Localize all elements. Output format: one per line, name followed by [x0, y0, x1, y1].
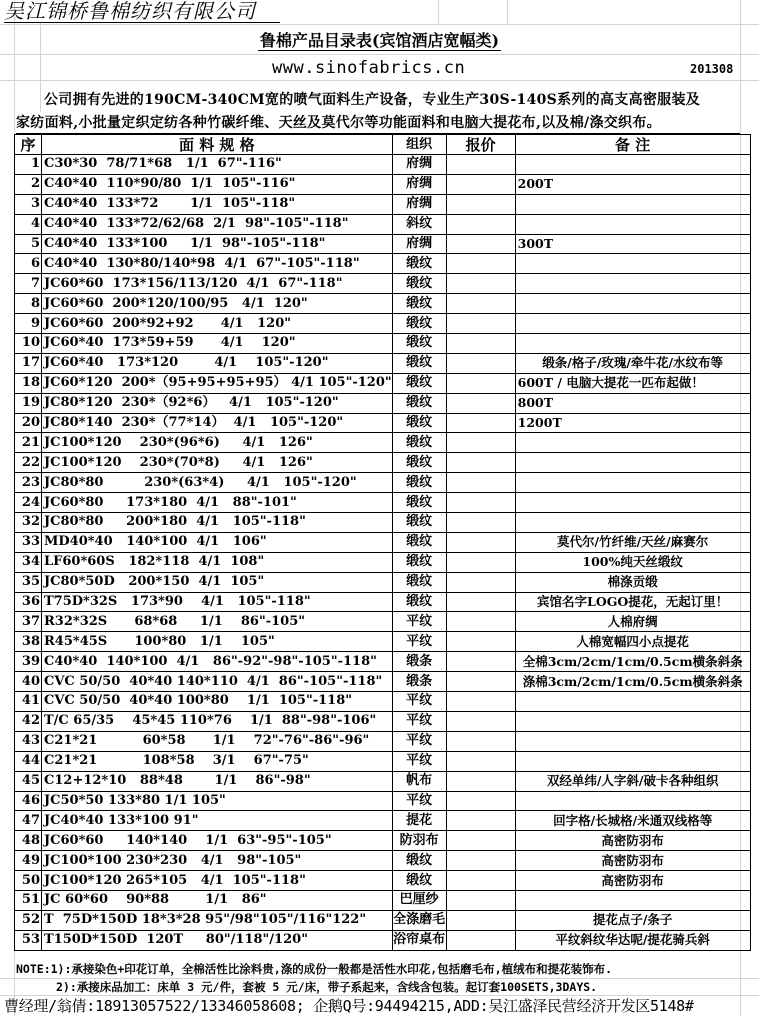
row-price[interactable] — [446, 910, 515, 930]
row-spec: C40*40 133*72/62/68 2/1 98"-105"-118" — [42, 214, 393, 234]
row-note: 双经单纬/人字斜/破卡各种组织 — [515, 771, 750, 791]
row-no: 47 — [15, 811, 42, 831]
row-spec: JC100*100 230*230 4/1 98"-105" — [42, 851, 393, 871]
row-no: 19 — [15, 393, 42, 413]
row-weave: 全涤磨毛 — [392, 910, 446, 930]
row-spec: T 75D*150D 18*3*28 95"/98"105"/116"122" — [42, 910, 393, 930]
row-no: 45 — [15, 771, 42, 791]
row-price[interactable] — [446, 174, 515, 194]
row-price[interactable] — [446, 731, 515, 751]
row-spec: C21*21 108*58 3/1 67"-75" — [42, 751, 393, 771]
row-price[interactable] — [446, 413, 515, 433]
row-weave: 缎纹 — [392, 274, 446, 294]
row-weave: 缎纹 — [392, 373, 446, 393]
row-spec: R45*45S 100*80 1/1 105" — [42, 632, 393, 652]
row-price[interactable] — [446, 751, 515, 771]
row-spec: CVC 50/50 40*40 140*110 4/1 86"-105"-118" — [42, 672, 393, 692]
row-no: 4 — [15, 214, 42, 234]
page-title — [0, 30, 759, 52]
row-weave: 缎纹 — [392, 314, 446, 334]
row-weave: 缎纹 — [392, 532, 446, 552]
row-no: 5 — [15, 234, 42, 254]
table-row — [15, 791, 751, 811]
table-row — [15, 473, 751, 493]
table-row — [15, 672, 751, 692]
row-weave: 缎纹 — [392, 513, 446, 533]
row-no: 32 — [15, 513, 42, 533]
row-weave: 平纹 — [392, 731, 446, 751]
row-price[interactable] — [446, 194, 515, 214]
table-row — [15, 174, 751, 194]
note-line-2: 2):承接床品加工：床单 3 元/件，套被 5 元/床，带子系起来，含线含包装。起订套100SETS,3DAYS. — [56, 980, 598, 994]
row-weave: 斜纹 — [392, 214, 446, 234]
row-weave: 缎纹 — [392, 353, 446, 373]
row-price[interactable] — [446, 493, 515, 513]
row-weave: 府绸 — [392, 234, 446, 254]
row-no: 35 — [15, 572, 42, 592]
row-note — [515, 294, 750, 314]
row-no: 44 — [15, 751, 42, 771]
row-spec: JC60*60 200*92+92 4/1 120" — [42, 314, 393, 334]
row-spec: JC60*80 173*180 4/1 88"-101" — [42, 493, 393, 513]
table-row — [15, 910, 751, 930]
row-spec: JC60*60 200*120/100/95 4/1 120" — [42, 294, 393, 314]
row-spec: JC100*120 265*105 4/1 105"-118" — [42, 871, 393, 891]
row-price[interactable] — [446, 672, 515, 692]
row-no: 37 — [15, 612, 42, 632]
row-price[interactable] — [446, 771, 515, 791]
row-note: 全棉3cm/2cm/1cm/0.5cm横条斜条 — [515, 652, 750, 672]
table-row — [15, 751, 751, 771]
row-weave: 巴厘纱 — [392, 890, 446, 910]
row-price[interactable] — [446, 155, 515, 175]
table-row — [15, 692, 751, 712]
table-row — [15, 771, 751, 791]
row-price[interactable] — [446, 791, 515, 811]
row-note: 人棉宽幅四小点提花 — [515, 632, 750, 652]
table-row — [15, 453, 751, 473]
row-spec: C40*40 130*80/140*98 4/1 67"-105"-118" — [42, 254, 393, 274]
row-spec: C40*40 140*100 4/1 86"-92"-98"-105"-118" — [42, 652, 393, 672]
row-price[interactable] — [446, 234, 515, 254]
row-note: 600T / 电脑大提花一匹布起做！ — [515, 373, 750, 393]
row-note — [515, 334, 750, 354]
row-weave: 缎条 — [392, 672, 446, 692]
row-note — [515, 473, 750, 493]
row-no: 51 — [15, 890, 42, 910]
row-note: 300T — [515, 234, 750, 254]
header-note: 备 注 — [515, 135, 750, 155]
row-price[interactable] — [446, 592, 515, 612]
row-weave: 缎纹 — [392, 592, 446, 612]
row-price[interactable] — [446, 433, 515, 453]
table-row — [15, 353, 751, 373]
row-spec: JC100*120 230*(70*8) 4/1 126" — [42, 453, 393, 473]
row-weave: 缎纹 — [392, 572, 446, 592]
table-row — [15, 254, 751, 274]
row-note — [515, 254, 750, 274]
row-weave: 缎纹 — [392, 473, 446, 493]
row-spec: C40*40 133*100 1/1 98"-105"-118" — [42, 234, 393, 254]
table-row — [15, 811, 751, 831]
contact-info: 曹经理/翁倩:18913057522/13346058608; 企鹅Q号:94494215,ADD:吴江盛泽民营经济开发区5148# — [4, 997, 694, 1015]
table-row — [15, 334, 751, 354]
row-no: 42 — [15, 711, 42, 731]
row-no: 3 — [15, 194, 42, 214]
row-no: 36 — [15, 592, 42, 612]
row-spec: JC80*120 230*（92*6） 4/1 105"-120" — [42, 393, 393, 413]
row-spec: C30*30 78/71*68 1/1 67"-116" — [42, 155, 393, 175]
row-note: 涤棉3cm/2cm/1cm/0.5cm横条斜条 — [515, 672, 750, 692]
row-weave: 平纹 — [392, 692, 446, 712]
row-no: 18 — [15, 373, 42, 393]
table-row — [15, 831, 751, 851]
table-row — [15, 711, 751, 731]
row-spec: T150D*150D 120T 80"/118"/120" — [42, 930, 393, 950]
row-spec: JC80*50D 200*150 4/1 105" — [42, 572, 393, 592]
row-weave: 缎纹 — [392, 413, 446, 433]
row-price[interactable] — [446, 532, 515, 552]
table-row — [15, 930, 751, 950]
row-spec: T/C 65/35 45*45 110*76 1/1 88"-98"-106" — [42, 711, 393, 731]
company-name: 吴江锦桥鲁棉纺织有限公司 — [4, 0, 280, 23]
table-row — [15, 592, 751, 612]
row-spec: JC60*40 173*59+59 4/1 120" — [42, 334, 393, 354]
row-no: 2 — [15, 174, 42, 194]
row-note: 1200T — [515, 413, 750, 433]
table-row — [15, 294, 751, 314]
row-weave: 缎纹 — [392, 433, 446, 453]
row-no: 50 — [15, 871, 42, 891]
row-note: 平纹斜纹华达呢/提花骑兵斜 — [515, 930, 750, 950]
row-spec: JC50*50 133*80 1/1 105" — [42, 791, 393, 811]
row-spec: LF60*60S 182*118 4/1 108" — [42, 552, 393, 572]
row-weave: 缎纹 — [392, 552, 446, 572]
row-spec: R32*32S 68*68 1/1 86"-105" — [42, 612, 393, 632]
row-price[interactable] — [446, 473, 515, 493]
row-no: 38 — [15, 632, 42, 652]
row-no: 41 — [15, 692, 42, 712]
table-row — [15, 393, 751, 413]
row-price[interactable] — [446, 314, 515, 334]
row-price[interactable] — [446, 930, 515, 950]
grid-line — [507, 0, 508, 24]
row-price[interactable] — [446, 890, 515, 910]
row-spec: C21*21 60*58 1/1 72"-76"-86"-96" — [42, 731, 393, 751]
row-price[interactable] — [446, 831, 515, 851]
row-note — [515, 274, 750, 294]
row-spec: C12+12*10 88*48 1/1 86"-98" — [42, 771, 393, 791]
table-row — [15, 890, 751, 910]
table-header-row — [15, 135, 751, 155]
row-spec: JC80*140 230*（77*14） 4/1 105"-120" — [42, 413, 393, 433]
row-note — [515, 453, 750, 473]
row-spec: JC80*80 230*(63*4) 4/1 105"-120" — [42, 473, 393, 493]
table-row — [15, 851, 751, 871]
row-note — [515, 493, 750, 513]
row-no: 53 — [15, 930, 42, 950]
row-note — [515, 433, 750, 453]
row-weave: 防羽布 — [392, 831, 446, 851]
table-row — [15, 871, 751, 891]
row-note — [515, 214, 750, 234]
table-row — [15, 731, 751, 751]
row-no: 49 — [15, 851, 42, 871]
row-weave: 缎纹 — [392, 453, 446, 473]
row-weave: 府绸 — [392, 155, 446, 175]
row-no: 46 — [15, 791, 42, 811]
page-title-text: 鲁棉产品目录表(宾馆酒店宽幅类) — [259, 31, 500, 50]
row-note — [515, 890, 750, 910]
row-note — [515, 711, 750, 731]
row-price[interactable] — [446, 214, 515, 234]
row-spec: C40*40 133*72 1/1 105"-118" — [42, 194, 393, 214]
row-spec: T75D*32S 173*90 4/1 105"-118" — [42, 592, 393, 612]
header-no: 序 — [15, 135, 42, 155]
row-weave: 浴帘桌布 — [392, 930, 446, 950]
row-no: 10 — [15, 334, 42, 354]
row-no: 22 — [15, 453, 42, 473]
row-note: 回字格/长城格/米通双线格等 — [515, 811, 750, 831]
table-row — [15, 612, 751, 632]
row-note: 缎条/格子/玫瑰/牵牛花/水纹布等 — [515, 353, 750, 373]
row-note: 高密防羽布 — [515, 831, 750, 851]
table-row — [15, 493, 751, 513]
row-no: 23 — [15, 473, 42, 493]
row-price[interactable] — [446, 274, 515, 294]
note-line-1: NOTE:1):承接染色+印花订单，全棉活性比涂料贵,涤的成份一般都是活性水印花,包括磨毛布,植绒布和提花装饰布. — [16, 962, 613, 976]
row-price[interactable] — [446, 851, 515, 871]
row-note: 高密防羽布 — [515, 851, 750, 871]
grid-line — [0, 54, 759, 55]
row-weave: 提花 — [392, 811, 446, 831]
row-weave: 缎纹 — [392, 493, 446, 513]
row-weave: 平纹 — [392, 612, 446, 632]
row-spec: MD40*40 140*100 4/1 106" — [42, 532, 393, 552]
row-no: 8 — [15, 294, 42, 314]
row-spec: JC 60*60 90*88 1/1 86" — [42, 890, 393, 910]
row-note: 莫代尔/竹纤维/天丝/麻赛尔 — [515, 532, 750, 552]
row-price[interactable] — [446, 711, 515, 731]
grid-line — [0, 80, 759, 81]
row-note — [515, 513, 750, 533]
table-row — [15, 552, 751, 572]
row-price[interactable] — [446, 632, 515, 652]
row-price[interactable] — [446, 453, 515, 473]
row-price[interactable] — [446, 513, 515, 533]
row-note — [515, 751, 750, 771]
catalog-date: 201308 — [690, 62, 734, 76]
row-note — [515, 791, 750, 811]
header-price: 报价 — [446, 135, 515, 155]
row-price[interactable] — [446, 373, 515, 393]
row-no: 33 — [15, 532, 42, 552]
row-spec: JC60*120 200*（95+95+95+95） 4/1 105"-120" — [42, 373, 393, 393]
row-note: 200T — [515, 174, 750, 194]
row-price[interactable] — [446, 294, 515, 314]
product-table — [14, 134, 751, 951]
table-row — [15, 214, 751, 234]
row-spec: JC80*80 200*180 4/1 105"-118" — [42, 513, 393, 533]
table-row — [15, 274, 751, 294]
header-spec: 面 料 规 格 — [42, 135, 393, 155]
table-row — [15, 314, 751, 334]
table-row — [15, 433, 751, 453]
row-note — [515, 194, 750, 214]
row-note: 人棉府绸 — [515, 612, 750, 632]
row-no: 17 — [15, 353, 42, 373]
intro-line-2: 家纺面料,小批量定织定纺各种竹碳纤维、天丝及莫代尔等功能面料和电脑大提花布,以及棉/涤交织布。 — [16, 113, 740, 134]
row-note — [515, 692, 750, 712]
row-note: 宾馆名字LOGO提花，无起订里！ — [515, 592, 750, 612]
row-price[interactable] — [446, 254, 515, 274]
row-price[interactable] — [446, 393, 515, 413]
row-spec: JC40*40 133*100 91" — [42, 811, 393, 831]
row-price[interactable] — [446, 612, 515, 632]
row-note: 800T — [515, 393, 750, 413]
row-price[interactable] — [446, 552, 515, 572]
row-note: 棉涤贡缎 — [515, 572, 750, 592]
row-note — [515, 314, 750, 334]
intro-line-1: 公司拥有先进的190CM-340CM宽的喷气面料生产设备，专业生产30S-140S系列的高支高密服装及 — [44, 92, 701, 108]
row-no: 52 — [15, 910, 42, 930]
row-price[interactable] — [446, 353, 515, 373]
table-row — [15, 572, 751, 592]
row-weave: 缎纹 — [392, 334, 446, 354]
table-row — [15, 532, 751, 552]
header-weave: 组织 — [392, 135, 446, 155]
grid-line — [0, 24, 759, 25]
row-price[interactable] — [446, 811, 515, 831]
row-no: 24 — [15, 493, 42, 513]
row-spec: JC100*120 230*(96*6) 4/1 126" — [42, 433, 393, 453]
row-no: 9 — [15, 314, 42, 334]
row-no: 20 — [15, 413, 42, 433]
row-spec: CVC 50/50 40*40 100*80 1/1 105"-118" — [42, 692, 393, 712]
row-weave: 平纹 — [392, 751, 446, 771]
row-price[interactable] — [446, 334, 515, 354]
table-row — [15, 413, 751, 433]
row-no: 48 — [15, 831, 42, 851]
row-note: 100%纯天丝缎纹 — [515, 552, 750, 572]
website-url[interactable]: www.sinofabrics.cn — [272, 58, 466, 78]
row-spec: C40*40 110*90/80 1/1 105"-116" — [42, 174, 393, 194]
row-no: 43 — [15, 731, 42, 751]
row-price[interactable] — [446, 652, 515, 672]
row-weave: 平纹 — [392, 632, 446, 652]
row-no: 39 — [15, 652, 42, 672]
table-row — [15, 234, 751, 254]
row-price[interactable] — [446, 692, 515, 712]
row-weave: 平纹 — [392, 711, 446, 731]
row-no: 7 — [15, 274, 42, 294]
table-row — [15, 652, 751, 672]
row-no: 21 — [15, 433, 42, 453]
row-price[interactable] — [446, 871, 515, 891]
row-spec: JC60*40 173*120 4/1 105"-120" — [42, 353, 393, 373]
row-spec: JC60*60 173*156/113/120 4/1 67"-118" — [42, 274, 393, 294]
row-no: 40 — [15, 672, 42, 692]
row-no: 1 — [15, 155, 42, 175]
row-weave: 府绸 — [392, 174, 446, 194]
row-weave: 府绸 — [392, 194, 446, 214]
row-no: 6 — [15, 254, 42, 274]
table-row — [15, 373, 751, 393]
row-no: 34 — [15, 552, 42, 572]
table-row — [15, 194, 751, 214]
row-weave: 平纹 — [392, 791, 446, 811]
row-note: 高密防羽布 — [515, 871, 750, 891]
row-price[interactable] — [446, 572, 515, 592]
grid-line — [438, 0, 439, 24]
row-weave: 缎纹 — [392, 393, 446, 413]
row-weave: 缎纹 — [392, 851, 446, 871]
grid-line — [0, 978, 759, 979]
row-weave: 缎条 — [392, 652, 446, 672]
row-note — [515, 155, 750, 175]
row-note — [515, 731, 750, 751]
table-row — [15, 513, 751, 533]
table-row — [15, 155, 751, 175]
row-note: 提花点子/条子 — [515, 910, 750, 930]
table-row — [15, 632, 751, 652]
row-weave: 缎纹 — [392, 294, 446, 314]
row-weave: 帆布 — [392, 771, 446, 791]
row-spec: JC60*60 140*140 1/1 63"-95"-105" — [42, 831, 393, 851]
row-weave: 缎纹 — [392, 254, 446, 274]
row-weave: 缎纹 — [392, 871, 446, 891]
